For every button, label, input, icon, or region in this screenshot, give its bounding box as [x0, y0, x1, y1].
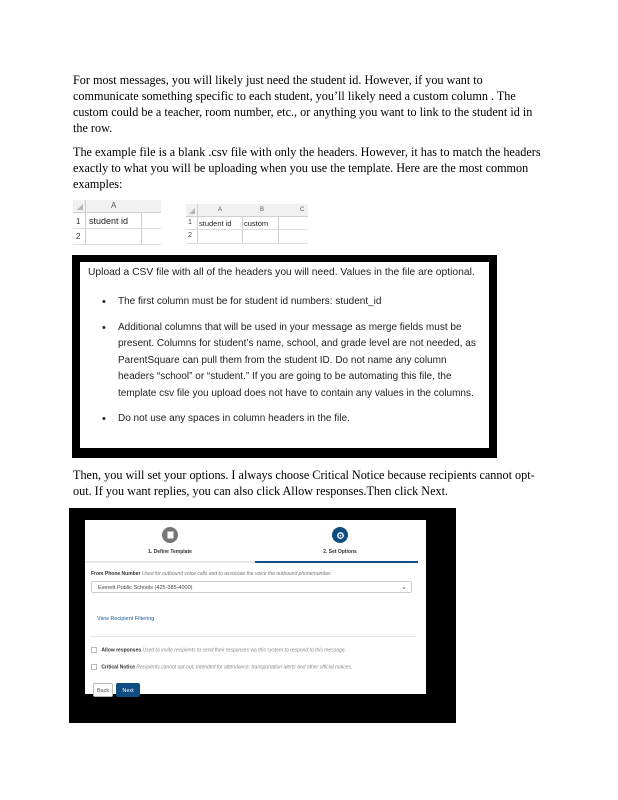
- from-phone-label: From Phone Number: [91, 571, 141, 577]
- gear-icon: [332, 527, 348, 543]
- column-header-a: A: [111, 201, 117, 210]
- select-all-corner: [77, 204, 83, 210]
- cell-b1: custom: [244, 219, 269, 228]
- paragraph-set-options: Then, you will set your options. I always choose Critical Notice because recipients cannot opt-out. If you want replies, you can also click Allow responses.Then click Next.: [73, 468, 535, 498]
- column-header-a: A: [218, 207, 223, 213]
- document-icon: [162, 527, 178, 543]
- row-number-2: 2: [76, 232, 81, 241]
- paragraph-example-file: The example file is a blank .csv file with only the headers. However, it has to match the headers exactly to what you will be uploading when you use the template. Here are the most common examples:: [73, 145, 541, 191]
- step-progress-inactive: [85, 561, 255, 563]
- upload-requirements-list: [102, 294, 482, 437]
- requirement-no-spaces: • Do not use any spaces in column headers in the file.: [102, 411, 482, 428]
- paragraph-custom-column: For most messages, you will likely just need the student id. However, if you want to communicate something specific to each student, you’ll likely need a custom column . The custom could be a teacher, room number, etc., or anything you want to link to the student id in the row.: [73, 73, 533, 135]
- from-phone-value: Everett Public Schools (425-385-4000): [98, 585, 193, 591]
- step-label: 1. Define Template: [148, 549, 192, 555]
- row-number-1: 1: [76, 217, 81, 226]
- requirement-first-column: • The first column must be for student id numbers: student_id: [102, 294, 482, 311]
- from-phone-select[interactable]: [91, 581, 412, 593]
- select-all-corner: [189, 208, 195, 214]
- critical-notice-help: Recipients cannot opt-out. Intended for attendance, transportation alerts and other official notices.: [136, 664, 353, 671]
- step-progress-active: [255, 561, 418, 563]
- allow-responses-checkbox[interactable]: [91, 647, 97, 653]
- next-button[interactable]: Next: [116, 683, 140, 697]
- spreadsheet-example-student-id: [73, 200, 161, 245]
- requirement-additional-columns: • Additional columns that will be used in your message as merge fields must be present. Columns for student’s name, school, and grade level are not needed, as ParentSquare can pull them from the student ID. Do not name any column headers “school” or “student.” If you are going to be automating this file, the template csv file you upload does not have to contain any values in the columns.: [102, 320, 482, 403]
- allow-responses-help: Used to invite recipients to send their responses via this system to respond to this message.: [142, 647, 346, 654]
- back-button[interactable]: Back: [93, 683, 113, 697]
- upload-instructions-title: Upload a CSV file with all of the headers you will need. Values in the file are optional.: [88, 267, 475, 278]
- upload-instructions-panel: [80, 262, 489, 448]
- set-options-screenshot: [69, 508, 456, 723]
- upload-instructions-screenshot: [72, 255, 497, 458]
- step-label: 2. Set Options: [323, 549, 357, 555]
- cell-a1: student id: [89, 216, 129, 226]
- step-set-options[interactable]: [255, 527, 425, 555]
- allow-responses-option[interactable]: [91, 647, 346, 653]
- critical-notice-label: Critical Notice: [101, 664, 136, 671]
- cell-a1: student id: [199, 219, 232, 228]
- row-number-1: 1: [188, 219, 192, 226]
- set-options-panel: [85, 520, 426, 694]
- column-header-c: C: [300, 207, 305, 213]
- allow-responses-label: Allow responses: [101, 647, 142, 654]
- divider: [91, 636, 416, 637]
- spreadsheet-example-custom: [186, 204, 308, 244]
- critical-notice-checkbox[interactable]: [91, 664, 97, 670]
- chevron-down-icon: ⌄: [401, 584, 407, 591]
- from-phone-row: [91, 571, 332, 577]
- critical-notice-option[interactable]: [91, 664, 352, 670]
- view-recipient-filtering-link[interactable]: View Recipient Filtering: [97, 616, 155, 622]
- column-header-b: B: [260, 207, 265, 213]
- row-number-2: 2: [188, 232, 192, 239]
- from-phone-help: Used for outbound voice calls and to associate the voice the outbound phone/number.: [141, 571, 333, 577]
- step-define-template[interactable]: [85, 527, 255, 555]
